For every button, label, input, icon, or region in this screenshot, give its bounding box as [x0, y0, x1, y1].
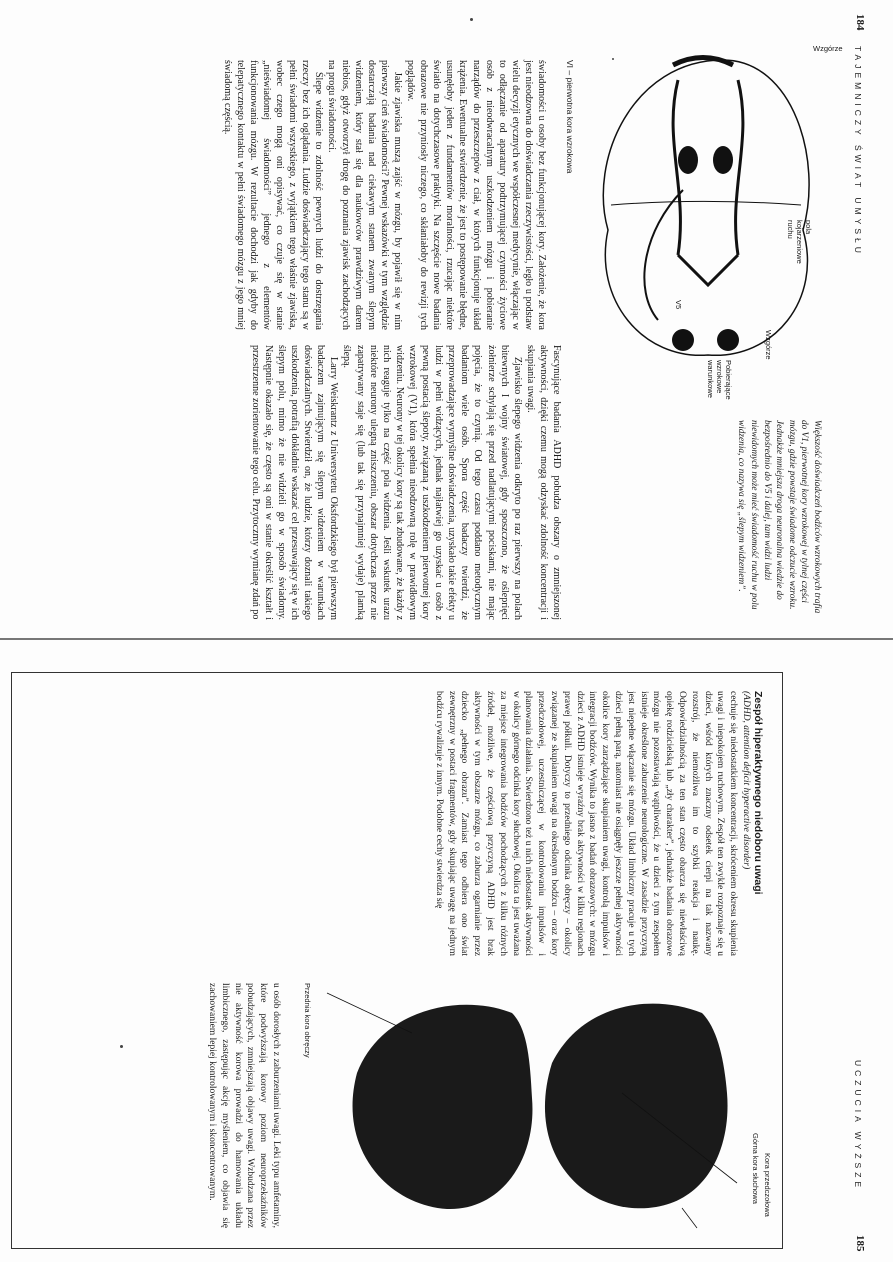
eye-right	[672, 329, 694, 351]
label-pola-kojarzeniowe: pola kojarzeniowe ruchu	[786, 220, 813, 264]
paragraph: Zjawisko ślepego widzenia odkryto po raz pierwszy na polach bitewnych I wojny światowej, gdy sposzczono, że ośleprięci żołnierze schylają się przed nadlatującymi pociskami, nie mając pojęcia, że to czynią. Od tego czasu poddano metodycznym badaniom wiele osób. Spora część badaczy twierdzi, że przeprowadzające wymyślne doświadczenia, uzyskało takie efekty u ludzi w pełni widzących, jednak najłatwiej go uzyskać u osób z pewną postacią ślepoty, związaną z uszkodzeniem pierwotnej kory wzrokowej (V1), która spełnia nieodzowną rolę w prawidłowym widzeniu. Neurony w tej okolicy kory są tak zbudowane, że każdy z nich reaguje tylko na część pola widzenia. Jeśli wskutek urazu niektóre neurony ulegną zniszczeniu, obszar dotychczas przez nie zapatrywany staje się (lub tak się przynajmniej wydaje) plamką ślepą.	[341, 345, 523, 620]
eye-left	[717, 329, 739, 351]
adhd-box-title: Zespół hiperaktywnego niedoboru uwagi	[752, 691, 764, 895]
adhd-box-title-tail: (ADHD, attention deficit hyperactive disorder)	[741, 691, 751, 870]
adhd-sidebar-box	[11, 672, 783, 1249]
left-page	[0, 0, 893, 630]
scan-speck	[612, 58, 614, 60]
brain-midline	[611, 201, 801, 205]
scan-speck	[120, 1045, 123, 1048]
right-page	[0, 640, 893, 1262]
page-number-left: 184	[854, 14, 866, 31]
brain-scan-upper	[545, 1004, 728, 1209]
visual-tract-upper	[736, 80, 743, 255]
leader-line-cingulate	[327, 993, 412, 1033]
paragraph: Ślepe widzenie to zdolność pewnych ludzi do dostrzegania rzeczy bez ich oglądania. Ludzie doświadczający tego stanu są w pełni świadomi wszystkiego, z wyjątkiem tego właśnie zjawiska, wobec czego mogą oni opisywać, co czuje się w stanie „nieświadomej świadomości” jednego z elementów funkcjonowania mózgu. W rezultacie dochodzi jak gdyby do telepatycznego kontaktu w pełni świadomego mózgu z jego mniej świadomą częścią.	[221, 60, 325, 330]
label-sciezka: Pobierające wzrokowe warunkowe	[706, 360, 733, 400]
adhd-box-paragraph-right: u osób dorosłych z zaburzeniami uwagi. Leki typu amfetaminy, które podwyższają korowy poziom neuroprzekaźników pobudzających, zmniejszają objawy uwagi. Wzbudzana przez nie aktywność korowa prowadzi do hamowania układu limbicznego, zastępując akcję myśleniem, co objawia się zachowaniem lepiej kontrolowanym i skoncentrowanym.	[207, 983, 281, 1228]
figure-side-note: Większość doświadczeń bodźców wzrokowych trafia do V1, pierwotnej kory wzrokowej w tylnej części mózgu, gdzie powstaje świadome odczucie wzroku. Jednakże mniejsza droga neuronalna wiedzie do bezpośrednio do V5 i dalej, tam widzi ludzi niewidomych może mieć świadomość ruchu w polu widzenia, co nazywa się „ślepym widzeniem”.	[736, 420, 822, 614]
scan-speck	[470, 18, 473, 21]
left-page-column-right	[249, 345, 563, 620]
label-gorna-kora-sluchowa: Górna kora słuchowa	[751, 1133, 760, 1204]
adhd-brain-scans-figure	[322, 973, 742, 1233]
brain-outline	[603, 60, 809, 355]
page-number-right: 185	[854, 1235, 866, 1252]
brain-scan-lower	[353, 1005, 533, 1209]
thalamus-left	[713, 146, 733, 174]
paragraph: Fascynujące badania ADHD pobudza obszary o zmniejszonej aktywności, dzięki czemu mogą odzyskać zdolność koncentracji i skupiania uwagi.	[524, 345, 562, 620]
paragraph: Jakie zjawiska muszą zajść w mózgu, by pojawił się w nim pierwszy cień świadomości? Pewnej wskazówki w tym względzie dostarczają badania nad ciekawym stanem zwanym ślepym widzeniem, który stał się dla naukowców prawdziwym darem niebios, gdyż otworzył drogę do poznania zjawisk zachodzących na progu świadomości.	[326, 60, 403, 330]
adhd-box-column-right	[205, 983, 282, 1228]
paragraph: świadomości u osoby bez funkcjonującej kory. Założenie, że kora jest nieodzowna do doświadczania rzeczywistości, legło u podstaw wielu decyzji etycznych we współczesnej medycynie, włączając w to odłączanie od aparatury podtrzymującej czynności życiowe osób z nieodwracalnym uszkodzeniem mózgu i pobieranie narządów do przeszczepów z ciał, w których funkcjonuje układ krążenia. Ewentualne stwierdzenie, że jest to postępowanie błędne, usunęłoby jeden z fundamentów moralności, rzucając niektóre światło na dotychczasowe praktyki. Na szczęście nowe badania obrazowe nie przyniosły niczego, co skłaniałoby do rewizji tych poglądów.	[405, 60, 547, 330]
label-wzgorze-top: Wzgórze	[813, 44, 843, 53]
running-head-right: UCZUCIA WYŻSZE	[853, 1060, 863, 1192]
label-wzgorze-mid: Wzgórze	[764, 330, 773, 360]
thalamus-right	[678, 146, 698, 174]
label-v5: V5	[674, 300, 683, 310]
running-head-left: TAJEMNICZY ŚWIAT UMYSŁU	[853, 46, 863, 257]
brain-visual-pathway-figure	[583, 40, 833, 380]
leader-line-prefrontal	[682, 1208, 697, 1228]
visual-tract-lower	[673, 80, 680, 255]
left-page-column-left	[221, 60, 548, 330]
adhd-box-column-left	[432, 691, 764, 956]
optic-chiasm	[678, 255, 738, 285]
figure-caption: VI – pierwotna kora wzrokowa	[565, 60, 575, 174]
label-kora-przedczolowa: Kora przedczołowa	[763, 1153, 772, 1217]
adhd-box-paragraph: cechuje się niedostatkiem koncentracji, skróceniem okresu skupienia uwagi i niepokojem ruchowym. Zespół ten zwykle rozpoznaje się u dzieci, wśród których znaczny odsetek cierpi na tak nazwany rozstrój, że niemożliwa im to szybki reakcja i naukę. Odpowiedzialnością za ten stan często obarcza się niewłaściwą opiekę rodzicielską lub „zły charakter”, jednakże badania obrazowe mózgu nie pozostawiają wątpliwości, że u dzieci z tym zespołem istnieje określone zaburzenie neurologiczne. W zasadzie przyczyną jest niepełne włączanie się mózgu. Układ limbiczny pracuje u tych dzieci pełną parą, natomiast nie osiągnęły jeszcze pełnej aktywności okolice kory zarządzające skupianiem uwagi, kontrolą impulsów i integracji bodźców. Wynika to jasno z badań obrazowych: w mózgu dzieci z ADHD istnieje wyraźny brak aktywności w kilku regionach prawej półkuli. Dotyczy to przedniego odcinka obręczy – okolicy związanej ze skupianiem uwagi na określonym bodźcu – oraz kory przedczołowej, uczestniczącej w kontrolowaniu impulsów i planowania działania. Stwierdzono też u nich niedostatek aktywności w okolicy górnego odcinka kory słuchowej. Okolica ta jest uważana za miejsce integrowania bodźców pochodzących z kilku różnych źródeł, możliwe, że częściową przyczyną ADHD jest brak aktywności w tym obszarze mózgu, co zaburza ogarnianie przez dziecko „pełnego obrazu”. Zamiast tego odbiera ono świat zewnętrzny w postaci fragmentów, gdy skupiając uwagę na jednym bodźcu rywalizuje z innym. Podobne cechy stwierdza się	[433, 691, 739, 956]
paragraph: Larry Weiskrantz z Uniwersytetu Oksfordzkiego był pierwszym badaczem zajmującym się ślepym widzeniem w warunkach doświadczalnych. Stwierdził on, że ludzie, którzy doznali takiego uszkodzenia, potrafią dokładnie wskazać cel przesuwający się w ich ślepym polu, mimo że nie widzieli go w sposób świadomy. Następnie okazało się, że często są oni w stanie określić kształt i przestrzenne zorientowanie tego celu. Przytoczmy wymianę zdań po	[249, 345, 340, 620]
label-przednia-kora-obreczy: Przednia kora obręczy	[303, 983, 312, 1058]
